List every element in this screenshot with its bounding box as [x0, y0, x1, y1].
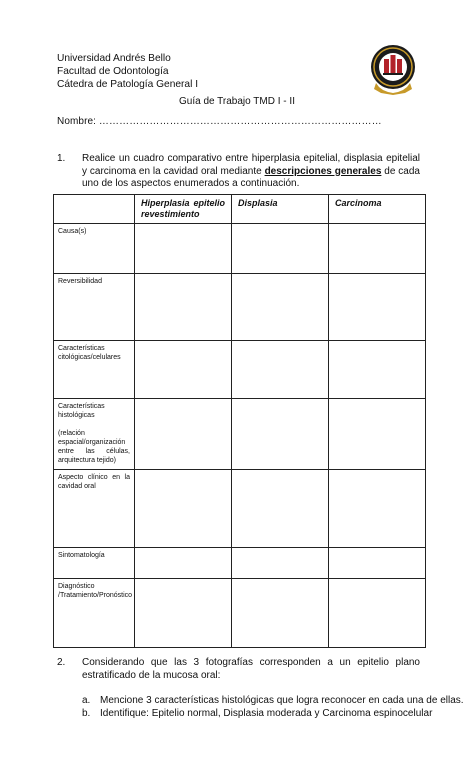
- answer-cell[interactable]: [232, 578, 329, 647]
- answer-cell[interactable]: [135, 547, 232, 578]
- table-row: [54, 578, 426, 647]
- answer-cell[interactable]: [232, 547, 329, 578]
- question-text-part: de cada uno de los aspectos enumerados a continuación.: [82, 165, 420, 190]
- header-cell-empty: [54, 195, 135, 224]
- question-text: [82, 153, 420, 191]
- header-text: revestimiento: [141, 209, 200, 219]
- table-row: [54, 469, 426, 547]
- row-label: Aspecto clínico en la cavidad oral: [54, 469, 135, 547]
- name-field-line: Nombre: …………………………………………………………………………: [57, 116, 382, 127]
- answer-cell[interactable]: [329, 469, 426, 547]
- answer-cell[interactable]: [135, 274, 232, 341]
- table-row: [54, 399, 426, 470]
- answer-cell[interactable]: [232, 341, 329, 399]
- row-label: Características citológicas/celulares: [54, 341, 135, 399]
- answer-cell[interactable]: [232, 469, 329, 547]
- institution-header: [57, 53, 198, 91]
- guide-title: Guía de Trabajo TMD I - II: [179, 96, 295, 107]
- row-label: [54, 399, 135, 470]
- answer-cell[interactable]: [232, 274, 329, 341]
- table-header-row: [54, 195, 426, 224]
- university-name: Universidad Andrés Bello: [57, 53, 171, 64]
- header-text: Hiperplasia: [141, 198, 190, 208]
- answer-cell[interactable]: [329, 399, 426, 470]
- answer-cell[interactable]: [329, 341, 426, 399]
- answer-cell[interactable]: [329, 224, 426, 274]
- header-cell-carcinoma: Carcinoma: [329, 195, 426, 224]
- answer-cell[interactable]: [135, 224, 232, 274]
- answer-cell[interactable]: [232, 399, 329, 470]
- comparison-table: [53, 194, 426, 648]
- emphasis-text: descripciones generales: [264, 165, 382, 177]
- row-label: Diagnóstico /Tratamiento/Pronóstico: [54, 578, 135, 647]
- table-row: [54, 547, 426, 578]
- header-text: epitelio: [193, 198, 225, 208]
- table-row: [54, 274, 426, 341]
- sub-question-label: b.: [82, 708, 91, 719]
- sub-question-text: Mencione 3 características histológicas que logra reconocer en cada una de ellas.: [100, 695, 464, 706]
- answer-cell[interactable]: [135, 469, 232, 547]
- university-seal-icon: [369, 43, 417, 95]
- chair-name: Cátedra de Patología General I: [57, 78, 199, 90]
- header-cell-hiperplasia: [135, 195, 232, 224]
- answer-cell[interactable]: [135, 341, 232, 399]
- question-number: 1.: [57, 153, 66, 164]
- row-label: Sintomatología: [54, 547, 135, 578]
- row-label-detail: (relación espacial/organización entre las células, arquitectura tejido): [58, 429, 130, 465]
- row-label: Causa(s): [54, 224, 135, 274]
- sub-question-text: Identifique: Epitelio normal, Displasia moderada y Carcinoma espinocelular: [100, 708, 433, 719]
- question-text: Considerando que las 3 fotografías corresponden a un epitelio plano estratificado de la mucosa oral:: [82, 657, 420, 681]
- answer-cell[interactable]: [135, 578, 232, 647]
- table-row: [54, 341, 426, 399]
- answer-cell[interactable]: [232, 224, 329, 274]
- question-text-part: Realice un cuadro comparativo entre hiperplasia epitelial, displasia epitelial y carcinoma en la cavidad oral mediante: [82, 153, 420, 177]
- answer-cell[interactable]: [329, 274, 426, 341]
- faculty-name: Facultad de Odontología: [57, 65, 169, 77]
- row-label-main: Características histológicas: [58, 403, 105, 420]
- question-number: 2.: [57, 657, 66, 668]
- answer-cell[interactable]: [329, 578, 426, 647]
- row-label: Reversibilidad: [54, 274, 135, 341]
- sub-question-label: a.: [82, 695, 91, 706]
- header-cell-displasia: Displasia: [232, 195, 329, 224]
- table-row: [54, 224, 426, 274]
- answer-cell[interactable]: [135, 399, 232, 470]
- answer-cell[interactable]: [329, 547, 426, 578]
